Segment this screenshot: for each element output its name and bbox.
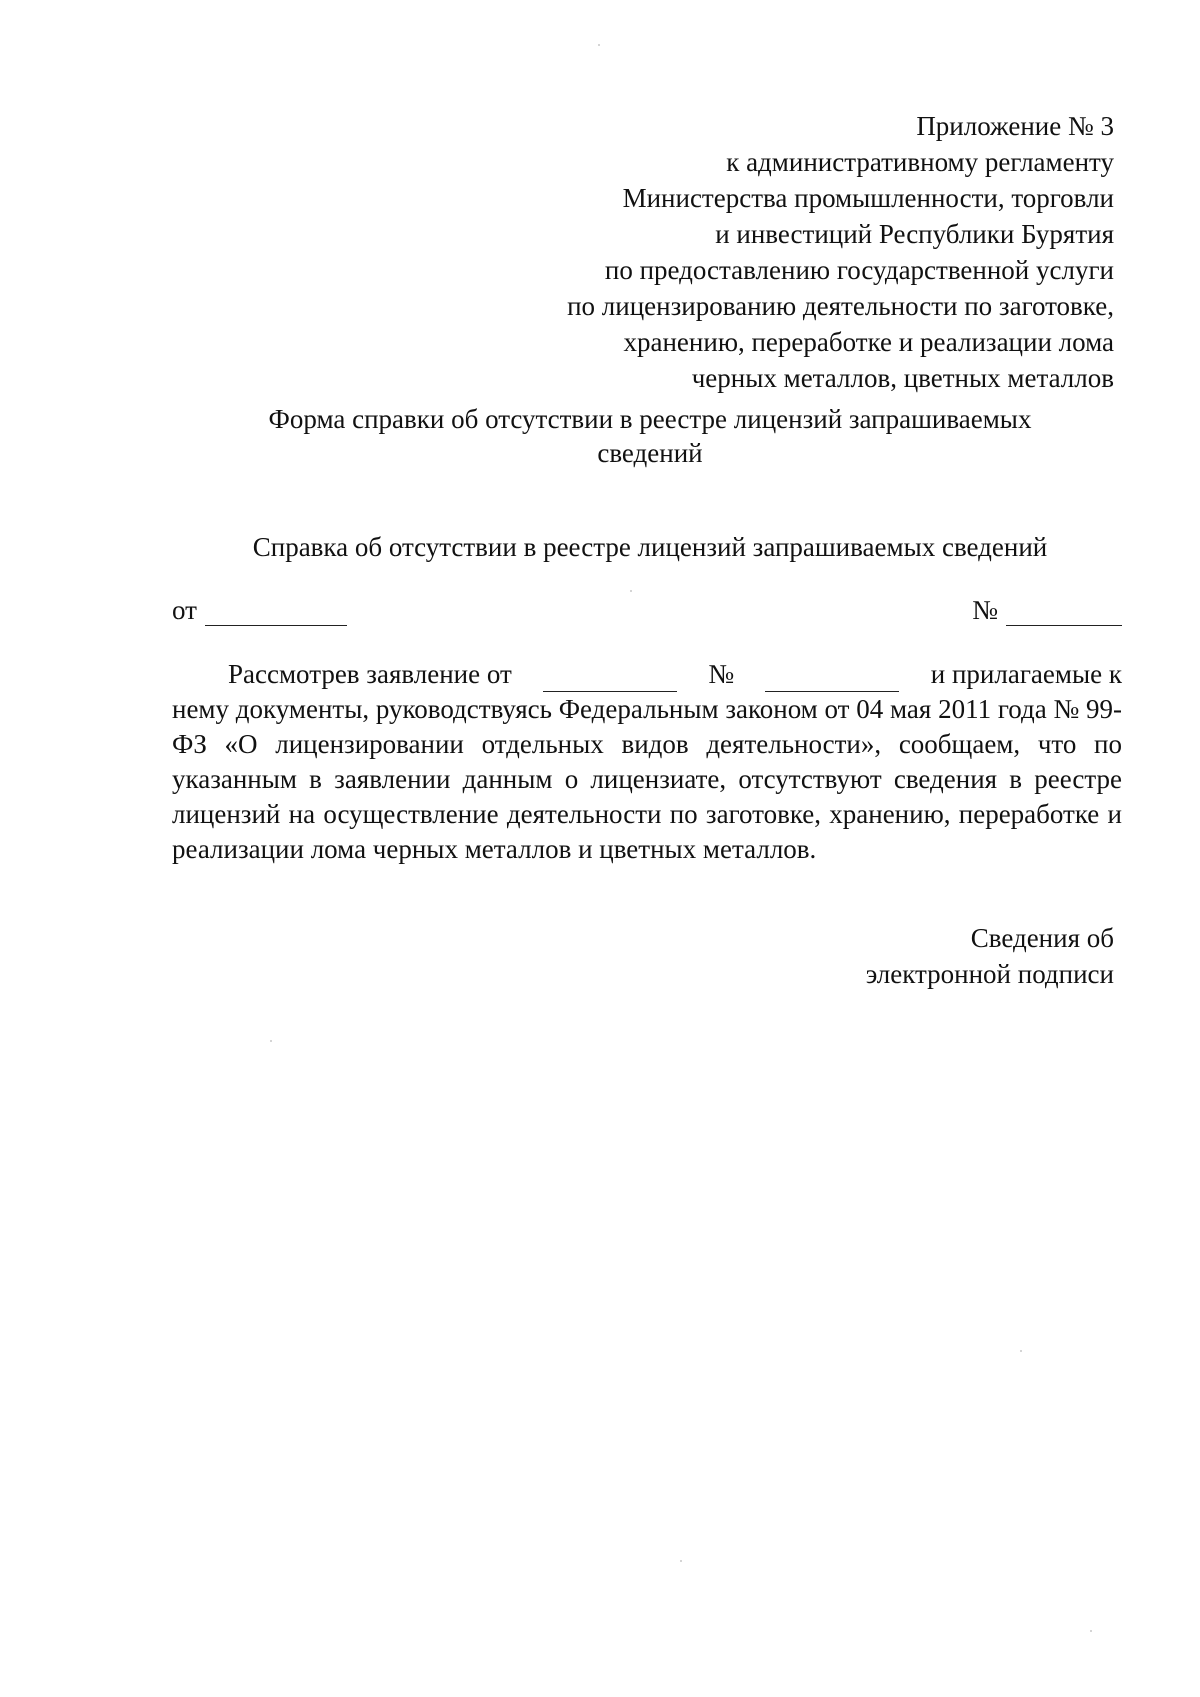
- number-field-group: [972, 595, 1122, 626]
- certificate-body: [172, 657, 1122, 867]
- application-date-blank-line: [543, 665, 677, 692]
- scan-speck: [1020, 1350, 1022, 1352]
- body-paragraph: нему документы, руководствуясь Федеральным законом от 04 мая 2011 года № 99-ФЗ «О лицензировании отдельных видов деятельности», сообщаем, что по указанным в заявлении данным о лицензиате, отсутствуют сведения в реестре лицензий на осуществление деятельности по заготовке, хранению, переработке и реализации лома черных металлов и цветных металлов.: [172, 694, 1122, 864]
- scan-speck: [680, 1560, 682, 1562]
- appendix-line: черных металлов, цветных металлов: [691, 363, 1114, 393]
- body-first-line: [172, 657, 1122, 692]
- date-number-row: [172, 595, 1122, 635]
- form-title: [150, 402, 1150, 470]
- form-title-line: Форма справки об отсутствии в реестре лицензий запрашиваемых: [268, 404, 1032, 434]
- date-blank-line: [205, 599, 347, 626]
- number-label: №: [972, 595, 998, 625]
- body-number-sign: №: [708, 659, 735, 689]
- signature-block: [866, 920, 1114, 992]
- application-number-blank-line: [765, 665, 899, 692]
- number-blank-line: [1006, 599, 1122, 626]
- scan-speck: [270, 1040, 272, 1042]
- form-title-line: сведений: [597, 438, 703, 468]
- signature-line: Сведения об: [970, 923, 1114, 953]
- scan-speck: [630, 590, 632, 592]
- appendix-header: [414, 108, 1114, 396]
- body-text-part: и прилагаемые к: [930, 659, 1122, 689]
- date-label: от: [172, 595, 197, 625]
- appendix-line: Приложение № 3: [916, 111, 1114, 141]
- signature-line: электронной подписи: [865, 959, 1114, 989]
- appendix-line: по предоставлению государственной услуги: [604, 255, 1114, 285]
- appendix-line: Министерства промышленности, торговли: [622, 183, 1114, 213]
- appendix-line: и инвестиций Республики Бурятия: [715, 219, 1114, 249]
- appendix-line: хранению, переработке и реализации лома: [623, 327, 1114, 357]
- date-field-group: [172, 595, 347, 626]
- body-text-part: Рассмотрев заявление от: [228, 659, 512, 689]
- certificate-title: Справка об отсутствии в реестре лицензий запрашиваемых сведений: [252, 532, 1048, 562]
- appendix-line: к административному регламенту: [726, 147, 1114, 177]
- scan-speck: [598, 44, 600, 46]
- scan-speck: [1090, 1630, 1092, 1632]
- appendix-line: по лицензированию деятельности по заготовке,: [567, 291, 1114, 321]
